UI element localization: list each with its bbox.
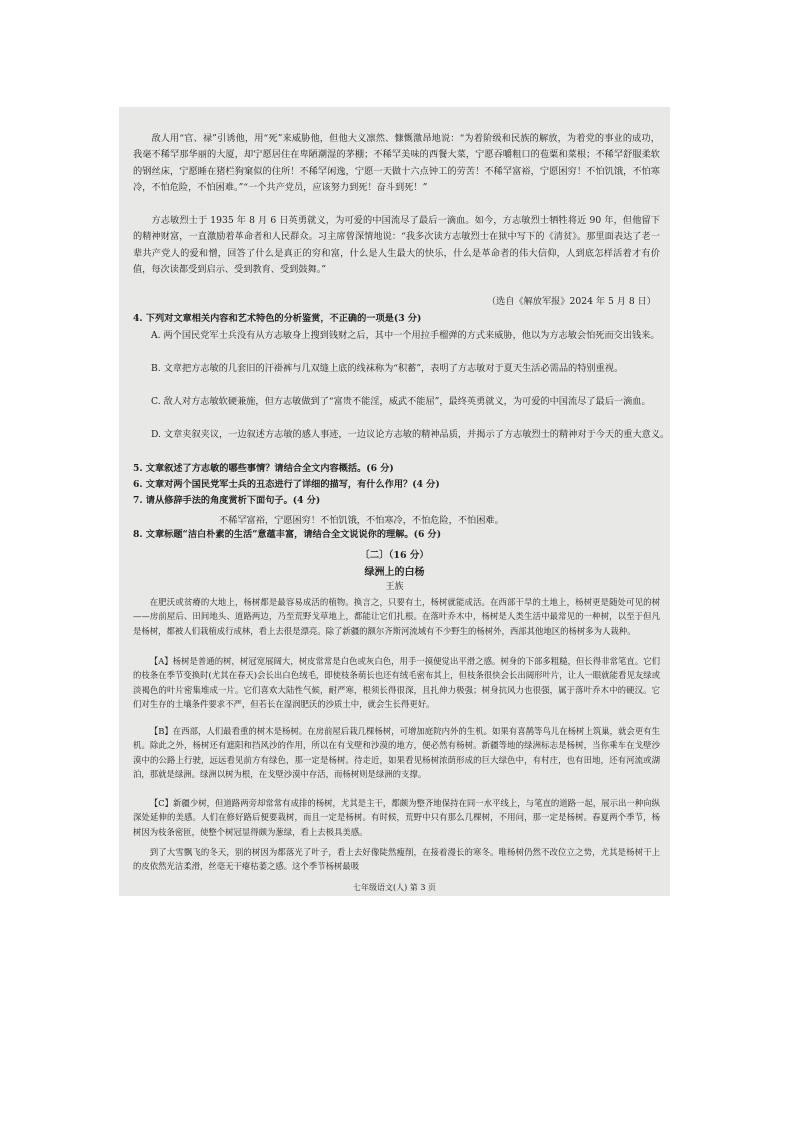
section-paragraph-a: 【A】杨树是普通的树，树冠宽展阔大，树皮常常是白色或灰白色，用手一摸便觉出平滑之感。树身的下部多粗糙，但长得非常笔直。它们的枝条在季节变换时(尤其在春天)会长出白色绒毛，即使枝条萌长也还有绒毛密布其上，但枝条很快会长出阔形叶片，让人一眼就能看见友绿或淡褐色的叶片密集堆成一片。它们喜欢大陆性气候，耐严寒，根须长得很深，且扎伸力极强；树身抗风力也很强，属于落叶乔木中的硬汉。它们对生存的土壤条件要求不严，但若长在湿润肥沃的沙质土中，就会生长得更好。	[133, 656, 660, 709]
section-header: 〔二〕（16 分）	[360, 550, 429, 561]
section-paragraph-1: 在肥沃或贫瘠的大地上，杨树都是最容易成活的植物。换言之，只要有土，杨树就能成活。在西部干旱的土地上，杨树更是随处可见的树——房前屋后、田间地头、道路两边，乃至荒野戈草地上，都能让它们扎根。在落叶乔木中，杨树是人类生活中最常见的一种树，以至于但凡是杨树，都被人们栽植成行成林，看上去很是漂亮。除了新疆的额尔齐斯河流域有不少野生的杨树外，西部其他地区的杨树多为人栽种。	[133, 597, 660, 636]
question-6: 6. 文章对两个国民党军士兵的丑态进行了详细的描写，有什么作用？(4 分)	[133, 479, 440, 490]
question-4: 4. 下列对文章相关内容和艺术特色的分析鉴赏，不正确的一项是(3 分)	[133, 313, 422, 324]
question-7: 7. 请从修辞手法的角度赏析下面句子。(4 分)	[133, 495, 321, 506]
page-footer: 七年级语文(人) 第 3 页	[353, 883, 436, 892]
section-paragraph-2: 到了大雪飘飞的冬天，别的树因为都落光了叶子，看上去好像陡然瘦削，在接着漫长的寒冬。唯杨树仍然不改位立之势，尤其是杨树干上的皮依然光洁柔滑，丝毫无干瘪枯萎之感。这个季节杨树最吸	[133, 847, 660, 872]
section-paragraph-c: 【C】新疆少树，但道路两旁却常常有成排的杨树，尤其是主干，都颇为整齐地保持在同一水平线上，与笔直的道路一起，展示出一种向纵深处延伸的美感。人们在修好路后便要栽树，而且一定是杨树。有时候，荒野中只有那么几棵树，不用问，那一定是杨树。春夏两个季节，杨树因为枝条密匝，使整个树冠显得颇为葱绿，看上去极具美感。	[133, 798, 660, 837]
question-4-option-c: C. 敌人对方志敏软硬兼施，但方志敏做到了“富贵不能淫，威武不能屈”，最终英勇就义，为可爱的中国流尽了最后一滴血。	[151, 396, 651, 407]
article-source: （选自《解放军报》2024 年 5 月 8 日）	[486, 296, 656, 307]
article-paragraph-1: 敌人用“官、禄”引诱他，用“死”来威胁他，但他大义凛然、慷慨激昂地说：“为着阶级和民族的解放，为着党的事业的成功，我毫不稀罕那华丽的大厦，却宁愿居住在卑陋潮湿的茅棚；不稀罕美味的西餐大菜，宁愿吞嚼粗口的苞粟和菜根；不稀罕舒服柔软的钢丝床，宁愿睡在猪栏狗窠似的住所！不稀罕闲逸，宁愿一天做十六点钟工的劳苦！不稀罕富裕，宁愿困穷！不怕饥饿，不怕寒冷，不怕危险，不怕困难。”“一个共产党员，应该努力到死！奋斗到死！”	[133, 133, 660, 194]
question-4-option-b: B. 文章把方志敏的几套旧的汗褂裤与几双缝上底的线袜称为“积蓄”，表明了方志敏对于夏天生活必需品的特别重视。	[151, 363, 624, 374]
question-4-option-d: D. 文章夹叙夹议，一边叙述方志敏的感人事迹，一边议论方志敏的精神品质，并揭示了方志敏烈士的精神对于今天的重大意义。	[151, 429, 670, 440]
section-title: 绿洲上的白杨	[364, 567, 425, 578]
question-4-option-a: A. 两个国民党军士兵没有从方志敏身上搜到钱财之后，其中一个用拉手榴弹的方式来威胁，他以为方志敏会怕死而交出钱来。	[151, 330, 660, 341]
section-author: 王族	[385, 582, 404, 592]
question-8: 8. 文章标题“洁白朴素的生活”意蕴丰富，请结合全文说说你的理解。(6 分)	[133, 529, 442, 540]
question-5: 5. 文章叙述了方志敏的哪些事情？请结合全文内容概括。(6 分)	[133, 463, 394, 474]
question-7-quote: 不稀罕富裕，宁愿困穷！不怕饥饿，不怕寒冷，不怕危险，不怕困难。	[219, 515, 504, 526]
exam-page	[119, 107, 670, 896]
article-paragraph-2: 方志敏烈士于 1935 年 8 月 6 日英勇就义，为可爱的中国流尽了最后一滴血。如今，方志敏烈士牺牲将近 90 年，但他留下的精神财富，一直激励着革命者和人民群众。习主席曾深情地说：“我多次读方志敏烈士在狱中写下的《清贫》。那里面表达了老一辈共产党人的爱和憎，回答了什么是真正的穷和富，什么是人生最大的快乐，什么是革命者的伟大信仰，人到底怎样活着才有价值，每次读都受到启示、受到教育、受到鼓舞。”	[133, 215, 660, 276]
section-paragraph-b: 【B】在西部，人们最看重的树木是杨树。在房前屋后栽几棵杨树，可增加庭院内外的生机。如果有喜鹊等鸟儿在杨树上筑巢，就会更有生机。除此之外，杨树还有遮阳和挡风沙的作用，所以在有戈壁和沙漠的地方，便必然有杨树。新疆等地的绿洲标志是杨树，当你乘车在戈壁沙漠中的公路上行驶，远远看见前方有绿色，那一定是杨树。待走近，如果看见杨树浓荫形成的巨大绿色中，有村庄，也有田地，还有河流或湖泊，那就是绿洲。绿洲以树为根，在戈壁沙漠中存活，而杨树则是绿洲的支撑。	[133, 726, 660, 779]
